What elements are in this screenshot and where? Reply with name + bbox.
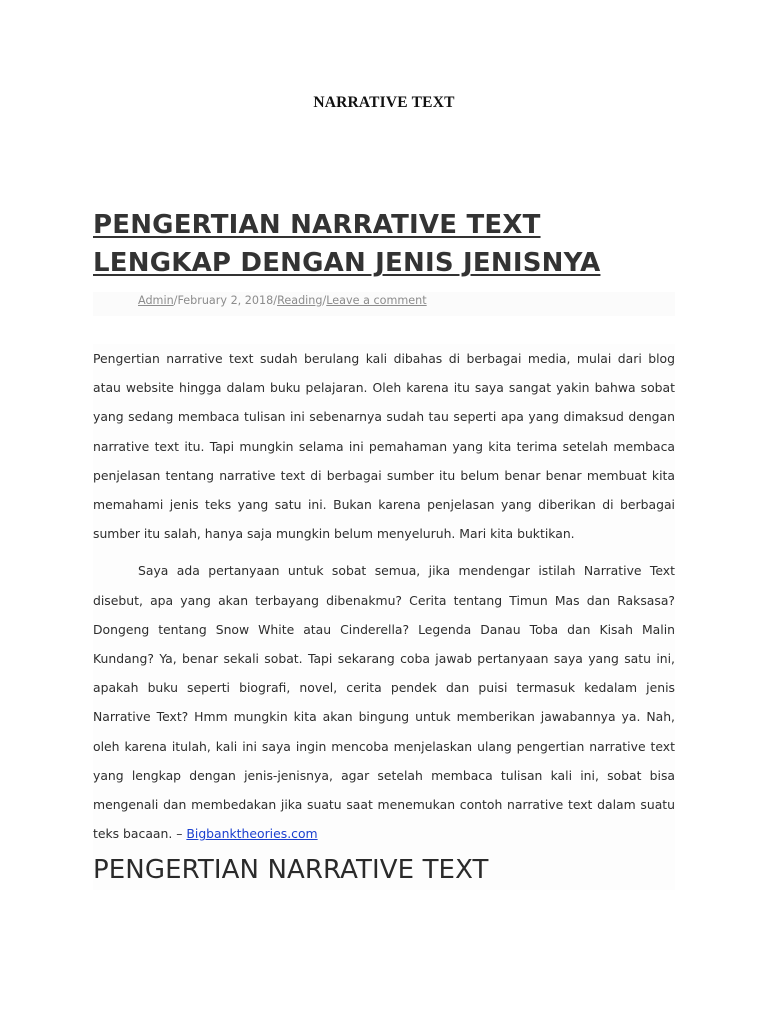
leave-comment-link[interactable]: Leave a comment bbox=[326, 294, 427, 307]
section-heading: PENGERTIAN NARRATIVE TEXT bbox=[93, 855, 489, 886]
meta-separator: / bbox=[322, 294, 327, 307]
category-link[interactable]: Reading bbox=[277, 294, 323, 307]
article-title-link[interactable]: PENGERTIAN NARRATIVE TEXT LENGKAP DENGAN JENIS JENISNYA bbox=[93, 210, 601, 278]
paragraph-intro: Pengertian narrative text sudah berulang kali dibahas di berbagai media, mulai dari blog atau website hingga dalam buku pelajaran. Oleh karena itu saya sangat yakin bahwa sobat yang sedang membaca tulisan ini sebenarnya sudah tau seperti apa yang dimaksud dengan narrative text itu. Tapi mungkin selama ini pemahaman yang kita terima setelah membaca penjelasan tentang narrative text di berbagai sumber itu belum benar benar membuat kita memahami jenis teks yang satu ini. Bukan karena penjelasan yang diberikan di berbagai sumber itu salah, hanya saja mungkin belum menyeluruh. Mari kita buktikan. bbox=[93, 351, 675, 542]
paragraph-question-text: Saya ada pertanyaan untuk sobat semua, jika mendengar istilah Narrative Text disebut, apa yang akan terbayang dibenakmu? Cerita tentang Timun Mas dan Raksasa? Dongeng tentang Snow White atau Cinderella? Legenda Danau Toba dan Kisah Malin Kundang? Ya, benar sekali sobat. Tapi sekarang coba jawab pertanyaan saya yang satu ini, apakah buku seperti biografi, novel, cerita pendek dan puisi termasuk kedalam jenis Narrative Text? Hmm mungkin kita akan bingung untuk memberikan jawabannya ya. Nah, oleh karena itulah, kali ini saya ingin mencoba menjelaskan ulang pengertian narrative text yang lengkap dengan jenis-jenisnya, agar setelah membaca tulisan kali ini, sobat bisa mengenali dan membedakan jika suatu saat menemukan contoh narrative text dalam suatu teks bacaan. – bbox=[93, 563, 675, 842]
document-title: NARRATIVE TEXT bbox=[313, 94, 455, 111]
author-link[interactable]: Admin bbox=[138, 294, 174, 307]
article-meta bbox=[93, 292, 675, 316]
article bbox=[93, 206, 675, 890]
article-body bbox=[93, 344, 675, 890]
post-date: February 2, 2018 bbox=[177, 294, 274, 307]
paragraph-question bbox=[93, 556, 675, 848]
source-link[interactable]: Bigbanktheories.com bbox=[186, 826, 318, 842]
meta-separator: / bbox=[273, 294, 278, 307]
meta-separator: / bbox=[173, 294, 178, 307]
article-title bbox=[93, 206, 675, 282]
